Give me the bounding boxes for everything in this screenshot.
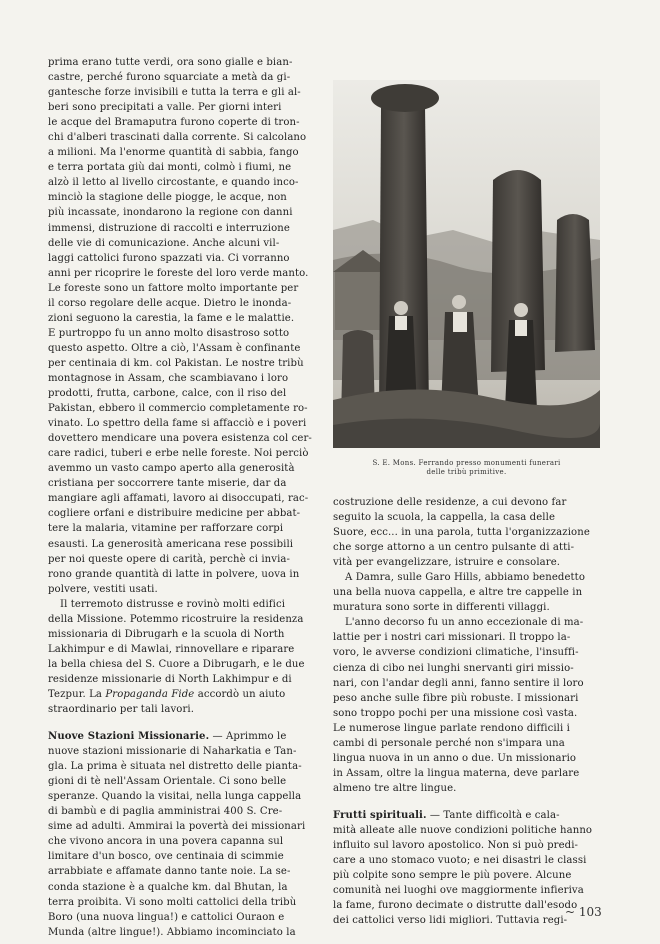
- text-line: immensi, distruzione di raccolti e interruzione: [48, 222, 290, 234]
- caption-line-1: S. E. Mons. Ferrando presso monumenti funerari: [372, 459, 561, 467]
- text-line: Tezpur. La Propaganda Fide accordò un aiuto: [48, 688, 286, 700]
- text-line: vinato. Lo spettro della fame si affacciò e i poveri: [48, 418, 307, 430]
- text-line: prodotti, frutta, carbone, calce, con il riso del: [48, 388, 287, 400]
- text-line: cienza di cibo nei lunghi snervanti giri missio-: [333, 662, 574, 674]
- text-line: mangiare agli affamati, lavoro ai disoccupati, rac-: [48, 493, 309, 505]
- text-line: minciò la stagione delle piogge, le acque, non: [48, 192, 287, 204]
- text-line: terra proibita. Vi sono molti cattolici della tribù: [48, 896, 297, 908]
- text-line: della Missione. Potemmo ricostruire la residenza: [48, 613, 304, 625]
- text-line: polvere, vestiti usati.: [48, 583, 158, 595]
- text-line: cambi di personale perché non s'impara una: [333, 737, 565, 749]
- section-nuove-body: [48, 744, 317, 940]
- section-frutti-body: [333, 823, 601, 928]
- text-line: influito sul lavoro apostolico. Non si può predi-: [333, 840, 579, 852]
- photo-image: [333, 80, 600, 448]
- text-line: nuove stazioni missionarie di Naharkatia e Tan-: [48, 746, 297, 758]
- text-line: questo aspetto. Oltre a ciò, l'Assam è confinante: [48, 342, 301, 354]
- text-line: tere la malaria, vitamine per rafforzare corpi: [48, 523, 284, 535]
- text-line: straordinario per tali lavori.: [48, 704, 195, 716]
- text-line: gla. La prima è situata nel distretto delle pianta-: [48, 761, 302, 773]
- text-line: sono troppo pochi per una missione così vasta.: [333, 707, 578, 719]
- photo-funerary-monuments: [333, 80, 600, 448]
- text-line: dovettero mendicare una povera esistenza col cer-: [48, 433, 312, 445]
- paragraph-gap: [48, 717, 317, 729]
- text-line: Boro (una nuova lingua!) e cattolici Ouraon e: [48, 911, 285, 923]
- text-line: care radici, tuberi e erbe nelle foreste. Noi perciò: [48, 448, 309, 460]
- text-line: castre, perché furono squarciate a metà da gi-: [48, 72, 291, 84]
- text-line: più incassate, inondarono la regione con danni: [48, 207, 293, 219]
- text-line: comunità nei luoghi ove maggiormente infieriva: [333, 885, 584, 897]
- text-line: beri sono precipitati a valle. Per giorni interi: [48, 102, 282, 114]
- section-heading-nuove: Nuove Stazioni Missionarie.: [48, 731, 210, 743]
- text-line: limitare d'un bosco, ove centinaia di scimmie: [48, 851, 284, 863]
- text-line: laggi cattolici furono spazzati via. Ci vorranno: [48, 252, 290, 264]
- text-line: nari, con l'andar degli anni, fanno sentire il loro: [333, 677, 584, 689]
- text-line: A Damra, sulle Garo Hills, abbiamo benedetto: [345, 572, 586, 584]
- section-nuove-first-line: [48, 729, 317, 744]
- text-line: conda stazione è a qualche km. dal Bhutan, la: [48, 881, 288, 893]
- text-line: Le foreste sono un fattore molto importante per: [48, 282, 299, 294]
- text-line: cristiana per soccorrere tante miserie, dar da: [48, 478, 287, 490]
- page-number: ~ 103: [565, 905, 602, 919]
- text-line: lingua nuova in un anno o due. Un missionario: [333, 752, 577, 764]
- text-line: care a uno stomaco vuoto; e nei disastri le classi: [333, 855, 587, 867]
- text-line: arrabbiate e affamate danno tante noie. La se-: [48, 866, 291, 878]
- section-nuove-lead: — Aprimmo le: [209, 731, 287, 743]
- text-line: più colpite sono sempre le più povere. Alcune: [333, 870, 572, 882]
- text-line: dei cattolici verso lidi migliori. Tuttavia regi-: [333, 915, 568, 927]
- right-body: [333, 495, 601, 796]
- text-line: la bella chiesa del S. Cuore a Dibrugarh, e le due: [48, 658, 305, 670]
- text-line: costruzione delle residenze, a cui devono far: [333, 497, 567, 508]
- text-line: gantesche forze invisibili e tutta la terra e gli al-: [48, 87, 301, 99]
- left-column: [48, 55, 317, 940]
- text-line: muratura sono sorte in differenti villaggi.: [333, 602, 550, 614]
- left-body: [48, 55, 317, 717]
- right-column: [333, 495, 601, 928]
- text-line: montagnose in Assam, che scambiavano i loro: [48, 372, 289, 384]
- section-frutti-lead: — Tante difficoltà e cala-: [426, 809, 560, 821]
- text-line: sime ad adulti. Ammirai la povertà dei missionari: [48, 821, 306, 833]
- text-line: per centinaia di km. col Pakistan. Le nostre tribù: [48, 357, 304, 369]
- text-line: Il terremoto distrusse e rovinò molti edifici: [60, 598, 286, 610]
- text-line: di bambù e di paglia amministrai 400 S. Cre-: [48, 806, 283, 818]
- text-line: Pakistan, ebbero il commercio completamente ro-: [48, 403, 308, 415]
- text-line: Munda (altre lingue!). Abbiamo incominciato la: [48, 926, 296, 938]
- section-frutti-first-line: [333, 808, 601, 823]
- text-line: e terra portata giù dai monti, colmò i fiumi, ne: [48, 162, 292, 174]
- text-line: Le numerose lingue parlate rendono difficili i: [333, 722, 570, 734]
- section-heading-frutti: Frutti spirituali.: [333, 809, 427, 821]
- text-line: prima erano tutte verdi, ora sono gialle e bian-: [48, 57, 293, 68]
- text-line: che vivono ancora in una povera capanna sul: [48, 836, 284, 848]
- text-line: vità per evangelizzare, istruire e consolare.: [333, 557, 561, 569]
- text-line: mità alleate alle nuove condizioni politiche hanno: [333, 824, 593, 836]
- paragraph-gap: [333, 796, 601, 808]
- text-line: almeno tre altre lingue.: [333, 782, 457, 794]
- text-line: una bella nuova cappella, e altre tre cappelle in: [333, 587, 583, 599]
- text-line: rono grande quantità di latte in polvere, uova in: [48, 568, 300, 580]
- text-line: a milioni. Ma l'enorme quantità di sabbia, fango: [48, 147, 299, 159]
- text-line: che sorge attorno a un centro pulsante di atti-: [333, 542, 575, 554]
- text-line: zioni seguono la carestia, la fame e le malattie.: [48, 312, 295, 324]
- text-line: alzò il letto al livello circostante, e quando inco-: [48, 177, 299, 189]
- text-line: chi d'alberi trascinati dalla corrente. Si calcolano: [48, 132, 307, 144]
- text-line: Suore, ecc... in una parola, tutta l'organizzazione: [333, 527, 590, 539]
- text-line: lattie per i nostri cari missionari. Il troppo la-: [333, 632, 571, 644]
- text-line: per noi queste opere di carità, perchè ci invia-: [48, 553, 291, 565]
- text-line: la fame, furono decimate o distrutte dall'esodo: [333, 900, 578, 912]
- text-line: residenze missionarie di North Lakhimpur e di: [48, 673, 292, 685]
- text-line: in Assam, oltre la lingua materna, deve parlare: [333, 767, 580, 779]
- text-line: il corso regolare delle acque. Dietro le inonda-: [48, 297, 292, 309]
- text-line: missionaria di Dibrugarh e la scuola di North: [48, 628, 285, 640]
- text-line: seguito la scuola, la cappella, la casa delle: [333, 512, 556, 524]
- text-line: voro, le avverse condizioni climatiche, l'insuffi-: [333, 647, 579, 659]
- caption-line-2: delle tribù primitive.: [426, 468, 507, 476]
- text-line: avemmo un vasto campo aperto alla generosità: [48, 463, 295, 475]
- text-line: esausti. La generosità americana rese possibili: [48, 538, 294, 550]
- text-line: cogliere orfani e distribuire medicine per abbat-: [48, 508, 301, 520]
- text-line: delle vie di comunicazione. Anche alcuni vil-: [48, 237, 280, 249]
- text-line: gioni di tè nell'Assam Orientale. Ci sono belle: [48, 776, 287, 788]
- text-line: anni per ricoprire le foreste del loro verde manto.: [48, 267, 309, 279]
- text-line: peso anche sulle fibre più robuste. I missionari: [333, 692, 579, 704]
- text-line: le acque del Bramaputra furono coperte di tron-: [48, 117, 300, 129]
- text-line: speranze. Quando la visitai, nella lunga cappella: [48, 791, 302, 803]
- photo-caption: [333, 459, 600, 477]
- text-line: Lakhimpur e di Mawlai, rinnovellare e riparare: [48, 643, 295, 655]
- text-line: E purtroppo fu un anno molto disastroso sotto: [48, 327, 290, 339]
- text-line: L'anno decorso fu un anno eccezionale di ma-: [345, 617, 584, 629]
